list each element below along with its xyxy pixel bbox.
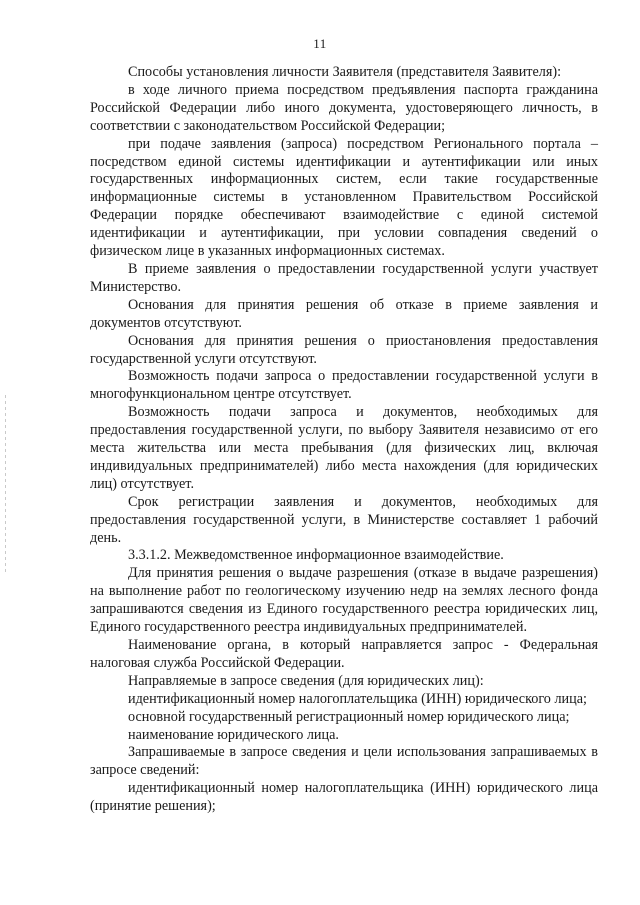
document-body	[90, 64, 598, 816]
page-number: 11	[313, 36, 327, 51]
list-item-inn: идентификационный номер налогоплательщика (ИНН) юридического лица;	[128, 690, 587, 707]
scan-edge-mark	[5, 395, 6, 575]
paragraph-mfc-submission: Возможность подачи запроса о предоставлении государственной услуги в многофункциональном центре отсутствует.	[90, 368, 598, 403]
paragraph-regional-portal: при подаче заявления (запроса) посредством Регионального портала – посредством единой системы идентификации и аутентификации или иных государственных информационных систем, если такие государственные информационные системы в установленном Правительством Российской Федерации порядке обеспечивают взаимодействие с единой системой идентификации и аутентификации, при условии совпадения сведений о физическом лице в указанных информационных системах.	[90, 135, 598, 260]
list-item-entity-name: наименование юридического лица.	[128, 726, 339, 743]
paragraph-ministry-participation: В приеме заявления о предоставлении государственной услуги участвует Министерство.	[90, 260, 598, 295]
paragraph-registry-request: Для принятия решения о выдаче разрешения (отказе в выдаче разрешения) на выполнение работ по геологическому изучению недр на землях лесного фонда запрашиваются сведения из Единого государственного реестра юридических лиц, Единого государственного реестра индивидуальных предпринимателей.	[90, 565, 598, 636]
paragraph-requested-data-heading: Запрашиваемые в запросе сведения и цели использования запрашиваемых в запросе сведений:	[90, 744, 598, 779]
paragraph-request-authority: Наименование органа, в который направляется запрос - Федеральная налоговая служба Российской Федерации.	[90, 637, 598, 671]
list-item-inn-purpose: идентификационный номер налогоплательщика (ИНН) юридического лица (принятие решения);	[90, 780, 598, 815]
paragraph-identity-methods: Способы установления личности Заявителя (представителя Заявителя):	[128, 64, 562, 80]
section-heading-3-3-1-2: 3.3.1.2. Межведомственное информационное взаимодействие.	[128, 547, 504, 564]
paragraph-extraterritorial: Возможность подачи запроса и документов, необходимых для предоставления государственной услуги, по выбору Заявителя независимо от его места жительства или места пребывания (для физических лиц, включая индивидуальных предпринимателей) либо места нахождения (для юридических лиц) отсутствует.	[90, 404, 598, 492]
paragraph-suspension-grounds: Основания для принятия решения о приостановления предоставления государственной услуги отсутствуют.	[90, 332, 598, 367]
paragraph-refusal-grounds: Основания для принятия решения об отказе в приеме заявления и документов отсутствуют.	[90, 296, 598, 331]
paragraph-sent-data-heading: Направляемые в запросе сведения (для юридических лиц):	[128, 672, 484, 689]
paragraph-registration-term: Срок регистрации заявления и документов, необходимых для предоставления государственной услуги, в Министерстве составляет 1 рабочий день.	[90, 493, 598, 546]
list-item-ogrn: основной государственный регистрационный номер юридического лица;	[128, 708, 570, 725]
paragraph-personal-reception: в ходе личного приема посредством предъявления паспорта гражданина Российской Федерации либо иного документа, удостоверяющего личность, в соответствии с законодательством Российской Федерации;	[90, 81, 598, 134]
